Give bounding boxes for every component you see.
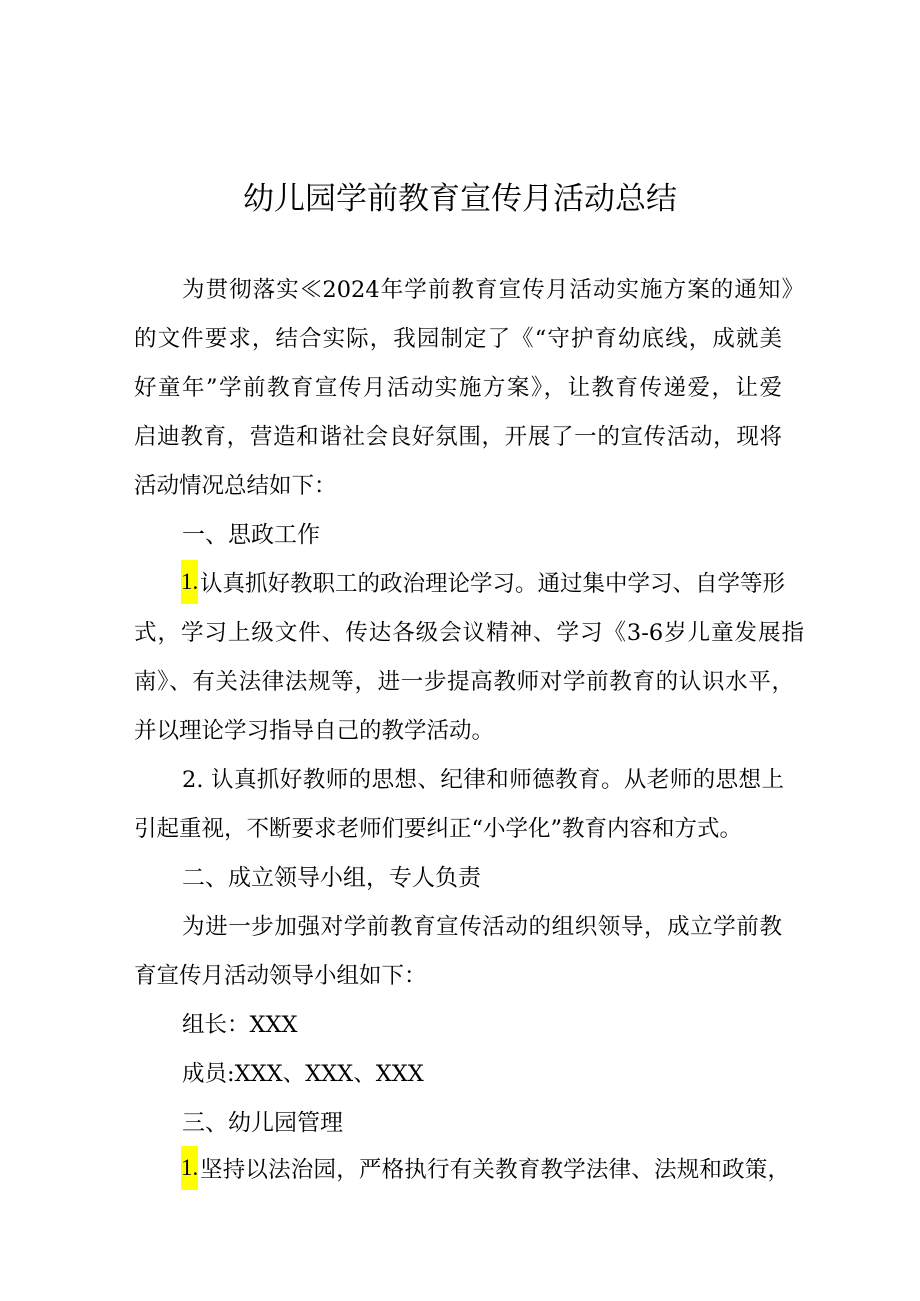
- section1-item2-line-1: 2. 认真抓好教师的思想、纪律和师德教育。从老师的思想上: [182, 767, 784, 793]
- section1-item2-line-2: 引起重视，不断要求老师们要纠正“小学化”教育内容和方式。: [134, 816, 743, 842]
- section3-item1-line-1: 坚持以法治园，严格执行有关教育教学法律、法规和政策，: [200, 1157, 790, 1183]
- section1-item1-line-1: 认真抓好教职工的政治理论学习。通过集中学习、自学等形: [200, 571, 786, 597]
- members-line: 成员:XXX、XXX、XXX: [182, 1061, 424, 1087]
- section-heading-3: 三、幼儿园管理: [182, 1110, 343, 1136]
- section1-item1-line-4: 并以理论学习指导自己的教学活动。: [134, 718, 495, 744]
- section2-line-1: 为进一步加强对学前教育宣传活动的组织领导，成立学前教: [182, 914, 782, 940]
- highlighted-number: 1.: [181, 1146, 198, 1190]
- highlighted-number: 1.: [181, 560, 198, 604]
- document-title: 幼儿园学前教育宣传月活动总结: [243, 181, 677, 217]
- section-heading-1: 一、思政工作: [182, 522, 320, 548]
- intro-line-1: 为贯彻落实≪2024年学前教育宣传月活动实施方案的通知》: [182, 277, 804, 303]
- section1-item1-line-2: 式，学习上级文件、传达各级会议精神、学习《3-6岁儿童发展指: [134, 620, 804, 646]
- section1-item1-line-3: 南》、有关法律法规等，进一步提高教师对学前教育的认识水平，: [134, 669, 794, 695]
- section2-line-2: 育宣传月活动领导小组如下：: [134, 963, 427, 989]
- intro-line-3: 好童年”学前教育宣传月活动实施方案》，让教育传递爱，让爱: [134, 375, 782, 401]
- intro-line-5: 活动情况总结如下：: [134, 473, 337, 499]
- intro-line-2: 的文件要求，结合实际，我园制定了《“守护育幼底线，成就美: [134, 326, 782, 352]
- section-heading-2: 二、成立领导小组，专人负责: [182, 865, 481, 891]
- leader-line: 组长：XXX: [182, 1012, 298, 1038]
- intro-line-4: 启迪教育，营造和谐社会良好氛围，开展了一的宣传活动，现将: [134, 424, 782, 450]
